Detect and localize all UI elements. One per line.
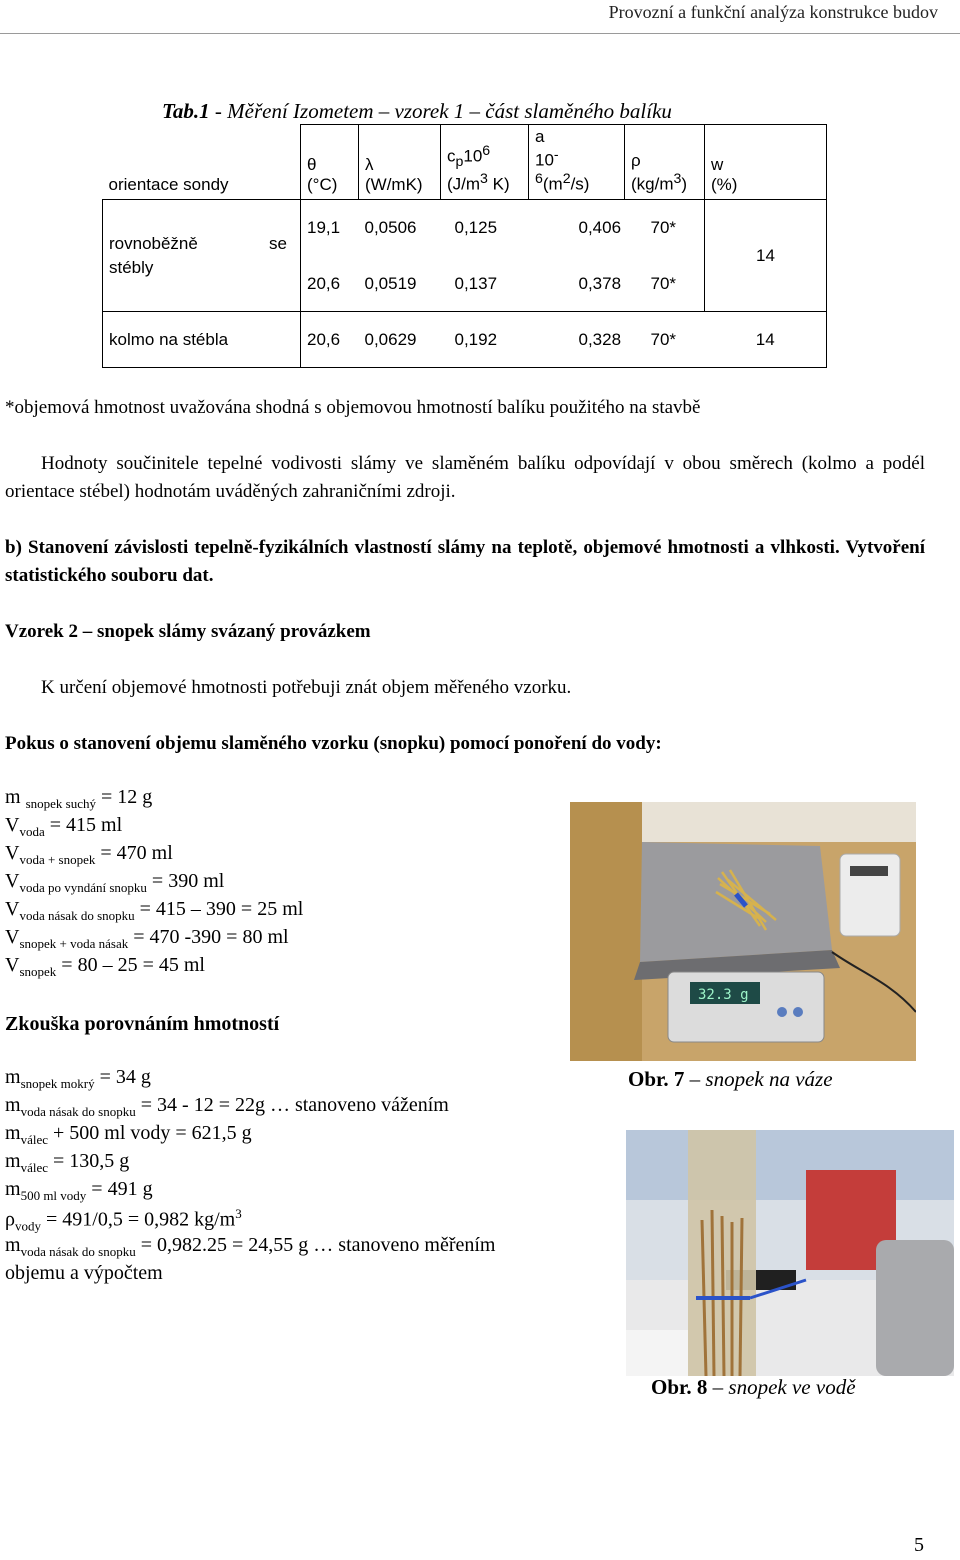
calc-line [5,1066,151,1092]
header-rule [0,33,960,34]
row-label-parallel-a: rovnoběžně [109,234,198,254]
calc-line [5,954,205,980]
calc-symbol: V [5,870,20,892]
calc-value: = 34 - 12 = 22g … stanoveno vážením [135,1094,449,1116]
header-cp-d: 6 [482,143,491,160]
table-cell: 0,137 [454,273,498,293]
calc-line [5,926,289,952]
header-w-symbol: w [711,154,724,174]
header-lambda-unit: (W/mK) [365,175,423,195]
figure-7-label: Obr. 7 [628,1067,685,1091]
calc-symbol: V [5,842,20,864]
calc-line [5,842,173,868]
calc-subscript: snopek mokrý [20,1076,95,1091]
table-caption-text: - Měření Izometem – vzorek 1 – část slaměného balíku [209,99,672,123]
calc-line [5,814,122,840]
calc-line [5,898,303,924]
calc-line: objemu a výpočtem [5,1262,163,1284]
header-cp-a: c [447,147,456,167]
table-row [103,200,827,256]
section-heading-b: b) Stanovení závislosti tepelně-fyzikálních vlastností slámy na teplotě, objemové hmotnosti a vlhkosti. Vytvoření statistického souboru dat. [5,537,925,586]
calc-value: = 130,5 g [47,1150,130,1172]
calc-value: + 500 ml vody = 621,5 g [47,1122,252,1144]
calc-value: = 491/0,5 = 0,982 kg/m [40,1208,236,1231]
table-caption [162,99,672,124]
calc-line [5,1094,449,1120]
calc-value: = 0,982.25 = 24,55 g … stanoveno měřením [135,1234,496,1256]
calc-subscript: voda + snopek [19,852,96,867]
header-a-f: 2 [562,171,571,188]
calc-line [5,786,152,812]
table-cell: 70* [625,312,705,368]
calc-line [5,1178,153,1204]
calc-subscript: voda po vyndání snopku [19,880,147,895]
calc-value: = 470 -390 = 80 ml [128,926,289,948]
calc-symbol: V [5,954,20,976]
header-w [705,125,827,200]
calc-value: = 415 ml [44,814,123,836]
calc-subscript: snopek suchý [25,796,96,811]
table-cell: 0,192 [441,312,529,368]
table-header-row [103,125,827,200]
paragraph-volume: K určení objemové hmotnosti potřebuji znát objem měřeného vzorku. [41,677,572,698]
figure-7-text: – snopek na váze [684,1067,833,1091]
header-cp [441,125,529,200]
table-cell: 20,6 [301,312,359,368]
calc-symbol: m [5,1178,21,1200]
photo-sheaf-in-water [626,1130,954,1376]
scale-display-readout: 32.3 g [698,987,749,1003]
table-cell: 70* [650,273,677,293]
measurement-table [102,124,827,368]
heading-experiment: Pokus o stanovení objemu slaměného vzorku (snopku) pomocí ponoření do vody: [5,733,662,754]
calc-line [5,1122,252,1148]
photo-scale-illustration [570,802,916,1061]
header-cp-b: p [455,154,464,171]
figure-8-text: – snopek ve vodě [707,1375,856,1399]
row-label-parallel-c: stébly [109,258,154,278]
calc-value: = 390 ml [146,870,225,892]
calc-subscript: válec [20,1160,48,1175]
header-a-g: /s) [570,175,590,195]
table-cell: 0,328 [529,312,625,368]
calc-line [5,1150,129,1176]
header-rho-symbol: ρ [631,151,641,171]
header-a-b: 10 [535,151,554,171]
header-theta [301,125,359,200]
header-a [529,125,625,200]
header-cp-g: K) [487,175,510,195]
header-rho-unit-c: ) [681,175,688,195]
table-cell: 0,125 [441,200,529,256]
header-lambda [359,125,441,200]
table-caption-label: Tab.1 [162,99,210,123]
header-cp-e: (J/m [447,175,481,195]
photo-cylinder-illustration [626,1130,954,1376]
row-label-perpendicular: kolmo na stébla [103,312,301,368]
calc-subscript: voda násak do snopku [20,1104,136,1119]
header-theta-unit: (°C) [307,175,338,195]
calc-subscript: voda násak do snopku [19,908,135,923]
header-lambda-symbol: λ [365,154,374,174]
calc-value: = 80 – 25 = 45 ml [56,954,205,976]
table-footnote: *objemová hmotnost uvažována shodná s objemovou hmotností balíku použitého na stavbě [5,397,701,418]
table-cell: 19,1 [301,200,359,256]
calc-symbol: m [5,1094,21,1116]
calc-value: = 415 – 390 = 25 ml [134,898,304,920]
header-a-c: - [553,147,559,164]
photo-sheaf-on-scale [570,802,916,1061]
header-orientation: orientace sondy [108,175,229,195]
header-rho-unit-a: (kg/m [631,175,674,195]
calc-subscript: voda [19,824,45,839]
header-theta-symbol: θ [307,154,317,174]
heading-mass-test: Zkouška porovnáním hmotností [5,1013,280,1035]
calc-line [5,1234,496,1260]
calc-symbol: V [5,898,20,920]
calc-line [5,870,224,896]
table-cell: 0,0629 [359,312,441,368]
calc-symbol: V [5,814,20,836]
header-w-unit: (%) [711,175,738,195]
calc-subscript: snopek + voda násak [19,936,129,951]
row-label-parallel [103,200,301,312]
table-cell: 0,406 [529,200,625,256]
calc-symbol: ρ [5,1208,15,1231]
header-rho-unit-b: 3 [673,171,682,188]
calc-symbol: m [5,1122,21,1144]
header-a-symbol: a [535,127,545,146]
calc-value: = 491 g [86,1178,153,1200]
header-a-d: 6 [535,171,543,188]
calc-line [5,1206,242,1235]
header-rho [625,125,705,200]
heading-sample-2: Vzorek 2 – snopek slámy svázaný provázkem [5,621,371,642]
figure-8-label: Obr. 8 [651,1375,708,1399]
paragraph-results: Hodnoty součinitele tepelné vodivosti slámy ve slaměném balíku odpovídají v obou směrech (kolmo a podél orientace stébel) hodnotám uváděných zahraničními zdroji. [5,453,925,502]
header-cp-c: 10 [463,147,483,167]
calc-symbol: m [5,786,26,808]
table-cell: 0,378 [578,273,622,293]
calc-value: = 34 g [94,1066,151,1088]
calc-superscript: 3 [235,1206,242,1221]
calc-subscript: 500 ml vody [20,1188,87,1203]
table-cell: 14 [705,312,827,368]
header-a-e: (m [542,175,563,195]
calc-subscript: válec [20,1132,48,1147]
calc-symbol: m [5,1066,21,1088]
calc-subscript: voda násak do snopku [20,1244,136,1259]
calc-symbol: m [5,1234,21,1256]
header-cp-f: 3 [480,171,488,188]
table-cell: 0,0506 [359,200,441,256]
figure-7-caption [628,1067,833,1092]
figure-8-caption [651,1375,856,1400]
page-number: 5 [914,1534,924,1556]
calc-value: = 12 g [95,786,153,808]
row-label-parallel-b: se [269,234,287,254]
table-cell: 70* [625,200,705,256]
table-cell: 20,6 [301,256,359,312]
running-header: Provozní a funkční analýza konstrukce budov [608,2,938,22]
table-cell: 14 [705,200,827,312]
calc-symbol: m [5,1150,21,1172]
calc-subscript: vody [14,1218,41,1234]
table-row [103,312,827,368]
calc-value: = 470 ml [95,842,173,864]
calc-subscript: snopek [19,964,57,979]
calc-symbol: V [5,926,20,948]
table-cell: 0,0519 [364,273,417,293]
